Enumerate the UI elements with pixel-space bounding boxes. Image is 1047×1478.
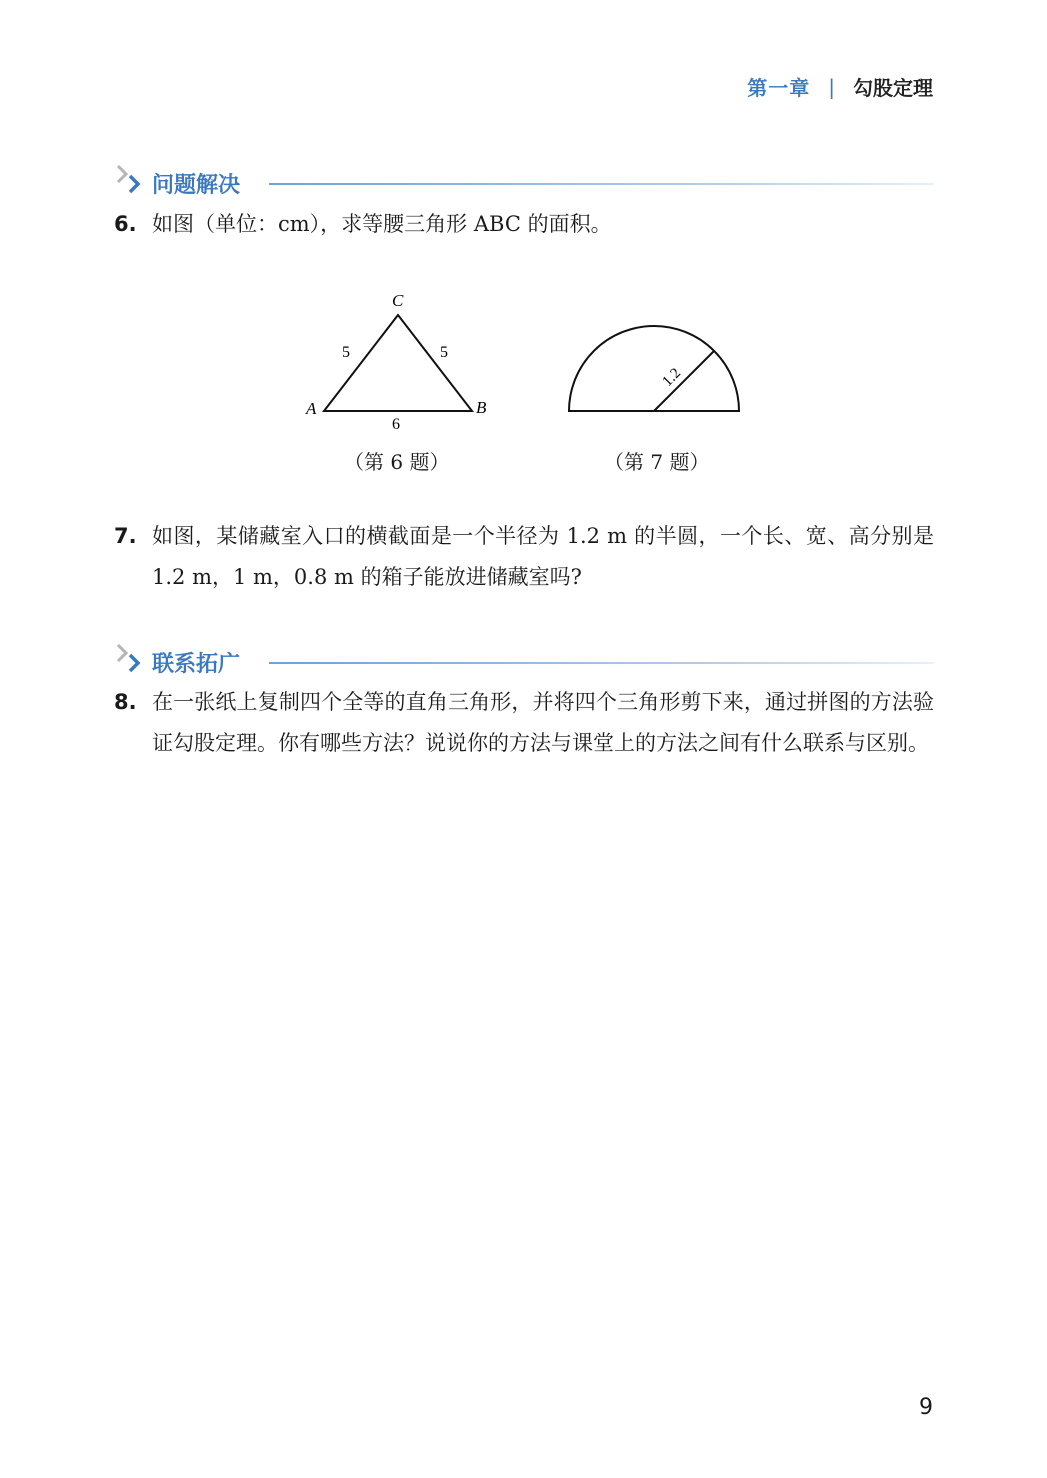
vertex-label-c: C — [392, 291, 404, 310]
chevron-right-icon — [114, 641, 150, 677]
section-divider — [269, 183, 934, 185]
problem-text: 如图（单位：cm），求等腰三角形 ABC 的面积。 — [152, 212, 612, 236]
semicircle-outline — [569, 326, 739, 411]
page-number: 9 — [919, 1395, 933, 1420]
problem-number: 6. — [114, 212, 137, 236]
running-header — [747, 72, 933, 101]
triangle-figure — [300, 285, 500, 435]
side-label-ab: 6 — [392, 416, 400, 433]
problem-text: 如图，某储藏室入口的横截面是一个半径为 1.2 m 的半圆，一个长、宽、高分别是 1.2 m，1 m，0.8 m 的箱子能放进储藏室吗? — [152, 524, 934, 589]
problem-number: 7. — [114, 524, 137, 548]
section-label: 问题解决 — [152, 173, 241, 198]
side-label-bc: 5 — [440, 344, 448, 361]
vertex-label-b: B — [476, 398, 487, 417]
header-separator: | — [828, 74, 835, 99]
figure-caption-7: （第 7 题） — [604, 450, 710, 474]
semicircle-figure — [560, 315, 750, 420]
figure-caption-6: （第 6 题） — [344, 450, 450, 474]
section-label: 联系拓广 — [152, 652, 241, 677]
chevron-right-icon — [114, 162, 150, 198]
problem-text: 在一张纸上复制四个全等的直角三角形，并将四个三角形剪下来，通过拼图的方法验证勾股定理。你有哪些方法？说说你的方法与课堂上的方法之间有什么联系与区别。 — [152, 690, 934, 755]
triangle-abc — [324, 315, 472, 411]
vertex-label-a: A — [306, 399, 317, 418]
section-divider — [269, 662, 934, 664]
problem-7 — [114, 516, 934, 598]
problem-6 — [114, 204, 934, 245]
problem-8 — [114, 682, 934, 764]
side-label-ac: 5 — [342, 344, 350, 361]
section-heading-connection-extension — [114, 641, 934, 681]
problem-number: 8. — [114, 690, 137, 714]
chapter-title: 勾股定理 — [853, 76, 933, 100]
radius-label: 1.2 — [659, 365, 685, 390]
section-heading-problem-solving — [114, 162, 934, 202]
chapter-number: 第一章 — [747, 76, 811, 100]
